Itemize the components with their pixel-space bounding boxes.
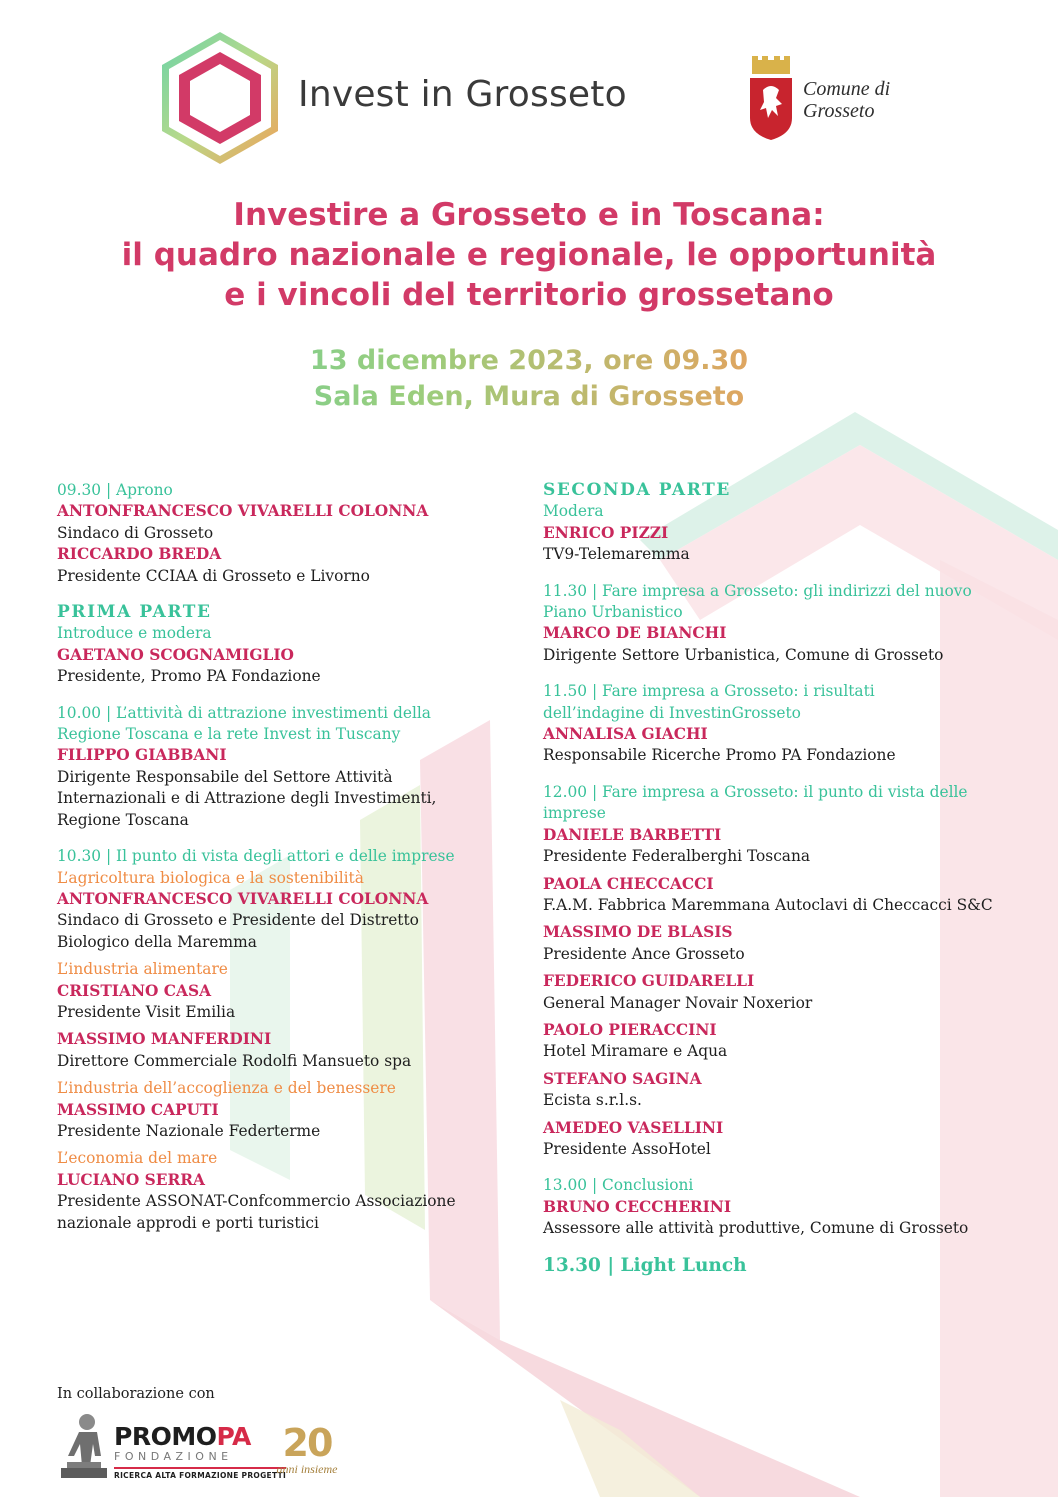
speaker-role: nazionale approdi e porti turistici	[57, 1213, 319, 1232]
event-date: 13 dicembre 2023, ore 09.30	[309, 345, 749, 376]
speaker-name: MASSIMO CAPUTI	[57, 1100, 219, 1119]
speaker-role: Biologico della Maremma	[57, 932, 257, 951]
comune-crest-icon	[748, 56, 794, 140]
speaker-name: PAOLA CHECCACCI	[543, 874, 714, 893]
speaker-role: Hotel Miramare e Aqua	[543, 1042, 728, 1061]
program-left-column	[57, 480, 517, 1234]
invest-hexagon-logo-icon	[150, 28, 290, 168]
title-line-1: Investire a Grosseto e in Toscana:	[233, 197, 825, 233]
comune-line-1: Comune di	[803, 78, 891, 100]
speaker-role: Internazionali e di Attrazione degli Investimenti,	[57, 789, 437, 808]
speaker-role: Presidente CCIAA di Grosseto e Livorno	[57, 566, 370, 585]
speaker-name: GAETANO SCOGNAMIGLIO	[57, 645, 294, 664]
promopa-tagline: RICERCA ALTA FORMAZIONE PROGETTI	[114, 1467, 286, 1480]
moderator-label: Modera	[543, 502, 604, 521]
speaker-role: Dirigente Responsabile del Settore Attività	[57, 767, 393, 786]
speaker-role: Regione Toscana	[57, 810, 189, 829]
speaker-role: Presidente Federalberghi Toscana	[543, 847, 811, 866]
slot-1200-line-2: imprese	[543, 804, 606, 823]
topic-label: L’economia del mare	[57, 1149, 218, 1168]
slot-1300-block	[543, 1175, 1013, 1239]
speaker-role: Sindaco di Grosseto e Presidente del Distretto	[57, 911, 419, 930]
speaker-role: Presidente Ance Grosseto	[543, 944, 745, 963]
slot-1150-line-2: dell’indagine di InvestinGrosseto	[543, 703, 801, 722]
speaker-name: MASSIMO DE BLASIS	[543, 923, 733, 942]
part-one-block	[57, 602, 517, 688]
anniversary-number: 20	[282, 1421, 332, 1465]
speaker-name: ENRICO PIZZI	[543, 523, 669, 542]
collaboration-label: In collaborazione con	[57, 1386, 215, 1402]
part-two-block	[543, 480, 1013, 566]
slot-1130-block	[543, 581, 1013, 667]
opening-block	[57, 480, 517, 587]
topic-label: L’industria dell’accoglienza e del benessere	[57, 1079, 396, 1098]
event-date-venue	[0, 343, 1058, 415]
speaker-name: MASSIMO MANFERDINI	[57, 1030, 272, 1049]
speaker-role: Assessore alle attività produttive, Comune di Grosseto	[543, 1219, 969, 1238]
section-title: SECONDA PARTE	[543, 480, 731, 500]
slot-1000-line-2: Regione Toscana e la rete Invest in Tuscany	[57, 725, 401, 744]
slot-1000-line-1: 10.00 | L’attività di attrazione investimenti della	[57, 703, 431, 722]
speaker-name: BRUNO CECCHERINI	[543, 1197, 732, 1216]
speaker-role: F.A.M. Fabbrica Maremmana Autoclavi di Checcacci S&C	[543, 895, 993, 914]
event-title	[0, 195, 1058, 315]
brand-name: Invest in Grosseto	[298, 74, 627, 115]
slot-1150-block	[543, 681, 1013, 767]
speaker-role: Presidente AssoHotel	[543, 1139, 711, 1158]
speaker-role: Ecista s.r.l.s.	[543, 1091, 642, 1110]
speaker-role: Presidente ASSONAT-Confcommercio Associazione	[57, 1192, 456, 1211]
section-title: PRIMA PARTE	[57, 602, 212, 623]
topic-label: L’agricoltura biologica e la sostenibilità	[57, 868, 364, 887]
speaker-name: DANIELE BARBETTI	[543, 825, 722, 844]
speaker-name: MARCO DE BIANCHI	[543, 624, 727, 643]
anniversary-text: anni insieme	[276, 1462, 338, 1476]
slot-1150-line-1: 11.50 | Fare impresa a Grosseto: i risultati	[543, 682, 875, 701]
speaker-name: LUCIANO SERRA	[57, 1170, 205, 1189]
title-line-3: e i vincoli del territorio grossetano	[224, 277, 834, 313]
promopa-name	[114, 1424, 286, 1450]
speaker-name: ANTONFRANCESCO VIVARELLI COLONNA	[57, 889, 429, 908]
speaker-name: ANTONFRANCESCO VIVARELLI COLONNA	[57, 502, 429, 521]
slot-1130-line-1: 11.30 | Fare impresa a Grosseto: gli indirizzi del nuovo	[543, 581, 972, 600]
comune-name	[803, 78, 890, 122]
promopa-name-a: PROMO	[114, 1422, 217, 1451]
speaker-name: CRISTIANO CASA	[57, 981, 212, 1000]
speaker-name: PAOLO PIERACCINI	[543, 1020, 717, 1039]
speaker-role: Sindaco di Grosseto	[57, 523, 214, 542]
promopa-subtitle: FONDAZIONE	[114, 1450, 233, 1463]
speaker-role: Presidente, Promo PA Fondazione	[57, 667, 321, 686]
speaker-name: RICCARDO BREDA	[57, 545, 222, 564]
promopa-figure-icon	[57, 1412, 109, 1482]
slot-1200-block	[543, 782, 1013, 1161]
slot-1330-lunch: 13.30 | Light Lunch	[543, 1254, 747, 1276]
speaker-name: FILIPPO GIABBANI	[57, 746, 227, 765]
title-line-2: il quadro nazionale e regionale, le opportunità	[121, 237, 937, 273]
slot-1000-block	[57, 703, 517, 831]
anniversary-badge	[272, 1421, 342, 1477]
speaker-role: Presidente Nazionale Federterme	[57, 1121, 321, 1140]
comune-line-2: Grosseto	[803, 100, 875, 122]
speaker-role: Dirigente Settore Urbanistica, Comune di Grosseto	[543, 645, 944, 664]
speaker-role: Responsabile Ricerche Promo PA Fondazione	[543, 746, 896, 765]
program-right-column	[543, 480, 1013, 1276]
slot-1130-line-2: Piano Urbanistico	[543, 603, 683, 622]
slot-1030: 10.30 | Il punto di vista degli attori e delle imprese	[57, 847, 455, 866]
speaker-name: FEDERICO GUIDARELLI	[543, 972, 755, 991]
slot-0930: 09.30 | Aprono	[57, 481, 173, 499]
topic-label: L’industria alimentare	[57, 960, 228, 979]
speaker-name: STEFANO SAGINA	[543, 1069, 702, 1088]
promopa-name-b: PA	[216, 1422, 251, 1451]
speaker-name: ANNALISA GIACHI	[543, 725, 708, 744]
promopa-logo	[114, 1424, 286, 1480]
slot-1300: 13.00 | Conclusioni	[543, 1176, 694, 1195]
slot-1200-line-1: 12.00 | Fare impresa a Grosseto: il punto di vista delle	[543, 782, 968, 801]
speaker-role: Direttore Commerciale Rodolfi Mansueto spa	[57, 1051, 412, 1070]
speaker-role: Presidente Visit Emilia	[57, 1002, 236, 1021]
speaker-name: AMEDEO VASELLINI	[543, 1118, 724, 1137]
slot-1030-block	[57, 846, 517, 1234]
speaker-role: General Manager Novair Noxerior	[543, 993, 813, 1012]
moderator-label: Introduce e modera	[57, 624, 212, 643]
speaker-role: TV9-Telemaremma	[543, 545, 690, 564]
event-venue: Sala Eden, Mura di Grosseto	[313, 381, 745, 412]
